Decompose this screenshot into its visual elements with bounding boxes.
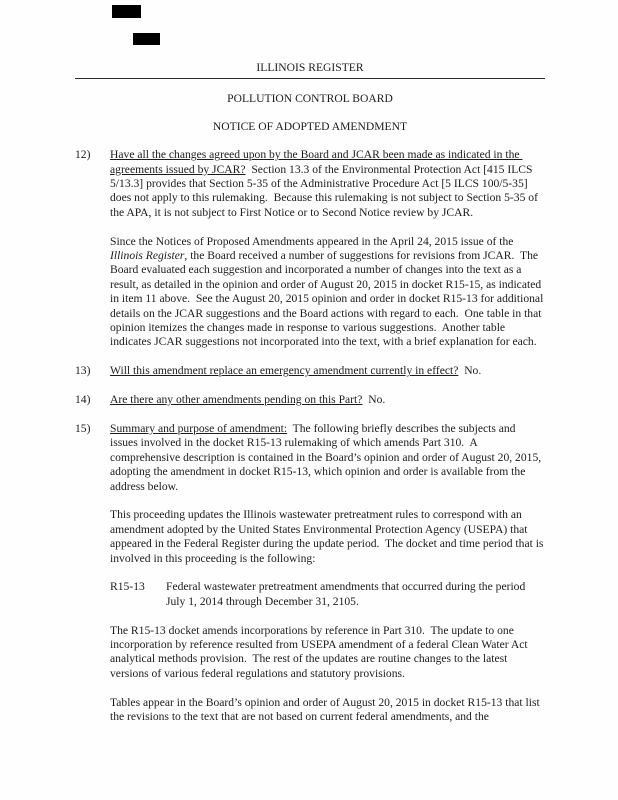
item-12-question: Have all the changes agreed upon by the Board and JCAR been made as indicated in the agreements issued by JCAR?	[110, 148, 523, 176]
list-item-14	[0, 393, 618, 407]
item-13-question: Will this amendment replace an emergency amendment currently in effect?	[110, 364, 459, 378]
register-title-row	[75, 61, 545, 79]
item-14-number: 14)	[75, 393, 91, 407]
item-12-lead-paragraph	[110, 148, 545, 220]
item-15-third-paragraph: The R15-13 docket amends incorporations by reference in Part 310. The update to one incorporation by reference resulted from USEPA amendment of a federal Clean Water Act analytical methods provision. The rest of the updates are routine changes to the latest versions of various federal regulations and statutory provisions.	[110, 623, 531, 680]
item-13-lead-paragraph	[110, 364, 545, 378]
docket-row	[110, 580, 545, 609]
list-item-12	[0, 148, 618, 350]
docket-number: R15-13	[110, 580, 145, 594]
item-15-second-paragraph: This proceeding updates the Illinois wastewater pretreatment rules to correspond with an amendment adopted by the United States Environmental Protection Agency (USEPA) that appeared in the Federal Register during the update period. The docket and time period that is involved in this proceeding is the following:	[110, 508, 547, 565]
item-12-p2-before: Since the Notices of Proposed Amendments appeared in the April 24, 2015 issue of the	[110, 234, 517, 248]
item-15-question: Summary and purpose of amendment:	[110, 421, 288, 435]
item-12-p2-after: , the Board received a number of suggestions for revisions from JCAR. The Board evaluated each suggestion and incorporated a number of changes into the text as a result, as detailed in the opinion and order of August 20, 2015 in docket R15-15, as indicated in item 11 above. See the August 20, 2015 opinion and order in docket R15-13 for additional details on the JCAR suggestions and the Board actions with regard to each. One table in that opinion itemizes the changes made in response to various suggestions. Another table indicates JCAR suggestions not incorporated into the text, with a brief explanation for each.	[110, 249, 547, 349]
list-item-13	[0, 364, 618, 378]
item-14-answer: No.	[362, 393, 386, 407]
item-13-content	[110, 364, 545, 378]
item-12-number: 12)	[75, 148, 91, 162]
item-15-content	[110, 422, 545, 724]
redacted-volume-number	[112, 5, 141, 18]
item-14-lead-paragraph	[110, 393, 545, 407]
item-15-lead-paragraph	[110, 422, 545, 494]
redacted-page-number	[133, 33, 160, 45]
item-15-number: 15)	[75, 421, 91, 435]
item-15-fourth-paragraph: Tables appear in the Board’s opinion and order of August 20, 2015 in docket R15-13 that list the revisions to the text that are not based on current federal amendments, and the	[110, 695, 543, 723]
item-13-number: 13)	[75, 364, 91, 378]
board-title: POLLUTION CONTROL BOARD	[227, 92, 393, 106]
register-title: ILLINOIS REGISTER	[256, 61, 364, 74]
item-14-content	[110, 393, 545, 407]
item-13-answer: No.	[458, 364, 482, 378]
item-12-answer: Section 13.3 of the Environmental Protection Act [415 ILCS 5/13.3] provides that Section 5-35 of the Administrative Procedure Act [5 ILCS 100/5-35] does not apply to this rulemaking. Because this rulemaking is not subject to Section 5-35 of the APA, it is not subject to First Notice or to Second Notice review by JCAR.	[110, 162, 541, 219]
document-header	[0, 61, 618, 134]
item-12-second-paragraph	[110, 235, 545, 350]
item-15-answer: The following briefly describes the subjects and issues involved in the docket R15-13 rulemaking of which amends Part 310. A comprehensive description is contained in the Board’s opinion and order of August 20, 2015, adopting the amendment in docket R15-13, which opinion and order is available from the address below.	[110, 421, 545, 493]
item-12-content	[110, 148, 545, 350]
item-14-question: Are there any other amendments pending on this Part?	[110, 393, 363, 407]
notice-title: NOTICE OF ADOPTED AMENDMENT	[212, 119, 408, 133]
docket-description: Federal wastewater pretreatment amendments that occurred during the period July 1, 2014 through December 31, 2105.	[166, 580, 529, 608]
list-item-15	[0, 422, 618, 724]
item-12-p2-italic: Illinois Register	[110, 249, 185, 263]
